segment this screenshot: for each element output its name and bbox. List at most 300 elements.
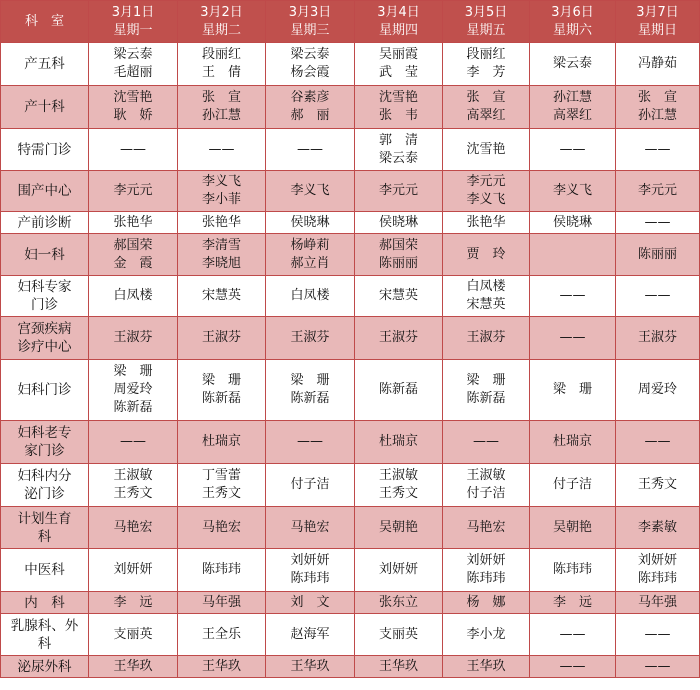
table-row [1, 549, 700, 592]
doctor-name: 孙江慧 [552, 90, 592, 105]
schedule-cell [443, 592, 530, 614]
doctor-name: 白凤楼 [466, 279, 506, 294]
schedule-cell [266, 317, 355, 360]
schedule-cell [616, 129, 700, 171]
schedule-cell [355, 129, 443, 171]
department-name: 中医科 [24, 562, 65, 578]
department-name: 宫颈疾病 [17, 321, 72, 337]
doctor-name: 侯晓琳 [378, 214, 418, 230]
doctor-name: 李元元 [113, 183, 153, 198]
doctor-name: 马艳宏 [290, 519, 330, 535]
table-row [1, 43, 700, 86]
doctor-name: 孙江慧 [201, 108, 241, 123]
doctor-name: 吴丽霞 [378, 47, 418, 62]
doctor-name: 郝国荣 [378, 237, 418, 253]
doctor-name: 白凤楼 [290, 288, 330, 303]
table-row [1, 317, 700, 360]
doctor-name: 张东立 [378, 594, 418, 610]
schedule-cell [266, 360, 355, 421]
doctor-name: 张艳华 [113, 214, 153, 230]
doctor-name: 王秀文 [637, 477, 677, 492]
schedule-cell [616, 592, 700, 614]
doctor-name: 陈玮玮 [466, 571, 506, 586]
doctor-name: —— [473, 434, 499, 449]
department-cell [1, 549, 89, 592]
header-date: 3月5日 [464, 4, 508, 20]
schedule-cell [530, 507, 616, 549]
department-name: 围产中心 [17, 183, 72, 199]
schedule-cell [443, 614, 530, 656]
schedule-cell [616, 317, 700, 360]
schedule-cell [178, 592, 266, 614]
doctor-name: —— [559, 288, 586, 303]
schedule-cell [355, 592, 443, 614]
header-date: 3月7日 [636, 4, 679, 20]
schedule-cell [178, 507, 266, 549]
header-row [1, 1, 700, 43]
schedule-cell [616, 656, 700, 678]
doctor-name: 王淑芬 [637, 330, 677, 345]
header-date: 3月3日 [288, 4, 332, 20]
header-date: 3月1日 [111, 4, 155, 20]
schedule-body [1, 43, 700, 678]
schedule-cell [530, 171, 616, 212]
doctor-name: 侯晓琳 [552, 214, 592, 230]
schedule-cell [355, 234, 443, 276]
schedule-cell [355, 360, 443, 421]
doctor-name: 陈玮玮 [552, 562, 592, 577]
schedule-cell [355, 464, 443, 507]
department-name: 妇一科 [24, 246, 65, 263]
schedule-cell [266, 464, 355, 507]
doctor-name: 杨峥莉 [290, 237, 330, 253]
doctor-name: 冯静茹 [637, 56, 677, 71]
doctor-name: 李小菲 [201, 192, 241, 207]
header-date: 3月6日 [551, 4, 594, 20]
doctor-name: 马艳宏 [113, 519, 153, 535]
schedule-cell [178, 276, 266, 317]
schedule-cell [89, 43, 178, 86]
doctor-name: 陈新磊 [201, 391, 241, 406]
doctor-name: 高翠红 [552, 108, 592, 123]
doctor-name: 付子洁 [552, 477, 592, 492]
department-name: 科 [37, 528, 52, 545]
table-row [1, 656, 700, 678]
department-name: 诊疗中心 [17, 339, 72, 355]
schedule-cell [355, 86, 443, 129]
doctor-name: 马年强 [637, 594, 677, 610]
doctor-name: 王秀文 [113, 486, 153, 501]
header-weekday: 星期六 [552, 22, 592, 38]
doctor-name: 王华玖 [201, 658, 241, 674]
schedule-cell [530, 276, 616, 317]
doctor-name: 马艳宏 [201, 519, 241, 535]
schedule-cell [616, 614, 700, 656]
department-name: 产五科 [24, 56, 65, 72]
doctor-name: 沈雪艳 [113, 90, 153, 105]
schedule-cell [616, 549, 700, 592]
table-row [1, 507, 700, 549]
doctor-name: 刘妍妍 [113, 562, 153, 577]
department-cell [1, 86, 89, 129]
doctor-name: 李元元 [637, 183, 677, 198]
schedule-cell [266, 592, 355, 614]
schedule-cell [266, 171, 355, 212]
doctor-name: 杜瑞京 [552, 434, 592, 449]
schedule-cell [530, 234, 616, 276]
doctor-name: 杨 娜 [466, 594, 506, 610]
schedule-cell [443, 171, 530, 212]
department-cell [1, 171, 89, 212]
doctor-name: 陈新磊 [113, 400, 153, 415]
schedule-cell [443, 464, 530, 507]
doctor-name: 王秀文 [378, 486, 418, 501]
header-day [266, 1, 355, 43]
header-weekday: 星期五 [466, 22, 506, 38]
doctor-name: 王华玖 [113, 658, 153, 674]
schedule-cell [355, 43, 443, 86]
header-date: 3月4日 [377, 4, 420, 20]
schedule-cell [178, 360, 266, 421]
header-date: 3月2日 [200, 4, 243, 20]
table-row [1, 212, 700, 234]
schedule-cell [616, 43, 700, 86]
doctor-name: 陈玮玮 [290, 571, 330, 586]
schedule-cell [443, 507, 530, 549]
table-row [1, 171, 700, 212]
doctor-name: 郭 清 [378, 132, 418, 148]
doctor-name: —— [120, 434, 146, 449]
doctor-name: 张 宣 [637, 90, 677, 105]
doctor-name: 王淑芬 [201, 330, 241, 345]
header-weekday: 星期日 [637, 22, 677, 38]
schedule-cell [266, 129, 355, 171]
schedule-cell [530, 317, 616, 360]
schedule-cell [178, 129, 266, 171]
table-row [1, 360, 700, 421]
doctor-name: 刘妍妍 [290, 553, 330, 568]
header-dept: 科 室 [1, 1, 89, 43]
schedule-cell [616, 234, 700, 276]
doctor-name: 刘妍妍 [378, 562, 418, 577]
schedule-cell [355, 212, 443, 234]
doctor-name: 李清雪 [201, 237, 241, 253]
department-cell [1, 656, 89, 678]
schedule-cell [89, 360, 178, 421]
schedule-cell [530, 592, 616, 614]
schedule-cell [89, 507, 178, 549]
department-name: 门诊 [31, 297, 58, 313]
schedule-cell [530, 360, 616, 421]
schedule-cell [178, 549, 266, 592]
schedule-cell [530, 129, 616, 171]
schedule-cell [355, 421, 443, 464]
department-name: 家门诊 [24, 443, 65, 459]
doctor-name: 支丽英 [378, 626, 418, 642]
doctor-name: 付子洁 [466, 486, 506, 501]
doctor-name: 白凤楼 [113, 288, 153, 303]
table-row [1, 464, 700, 507]
doctor-name: —— [644, 658, 671, 674]
department-name: 妇科门诊 [17, 382, 72, 398]
department-name: 科 [37, 635, 52, 652]
doctor-name: 马艳宏 [466, 519, 506, 535]
doctor-name: 李义飞 [290, 183, 330, 198]
schedule-cell [355, 549, 443, 592]
schedule-cell [89, 276, 178, 317]
doctor-name: 郝国荣 [113, 237, 153, 253]
schedule-cell [89, 549, 178, 592]
schedule-cell [266, 234, 355, 276]
header-day [443, 1, 530, 43]
schedule-cell [89, 464, 178, 507]
doctor-name: 梁云泰 [290, 47, 330, 62]
schedule-cell [443, 549, 530, 592]
doctor-name: 付子洁 [290, 477, 330, 492]
department-cell [1, 592, 89, 614]
table-row [1, 129, 700, 171]
department-cell [1, 276, 89, 317]
schedule-cell [530, 43, 616, 86]
schedule-cell [530, 86, 616, 129]
doctor-name: 李 远 [113, 594, 153, 610]
doctor-name: 王淑芬 [290, 330, 330, 345]
doctor-name: 金 霞 [113, 255, 153, 271]
doctor-name: 刘 文 [290, 594, 330, 610]
schedule-cell [530, 549, 616, 592]
doctor-name: 梁云泰 [378, 150, 418, 166]
schedule-cell [443, 212, 530, 234]
schedule-cell [266, 549, 355, 592]
schedule-cell [266, 276, 355, 317]
doctor-name: —— [644, 288, 671, 303]
doctor-name: 张艳华 [201, 214, 241, 230]
department-name: 泌门诊 [24, 486, 65, 502]
doctor-name: 李 远 [552, 594, 592, 610]
department-cell [1, 464, 89, 507]
schedule-cell [616, 360, 700, 421]
schedule-cell [178, 171, 266, 212]
schedule-cell [89, 614, 178, 656]
doctor-name: 耿 娇 [113, 108, 153, 123]
doctor-name: 王淑敏 [113, 468, 153, 483]
schedule-cell [443, 129, 530, 171]
schedule-cell [355, 317, 443, 360]
schedule-cell [266, 212, 355, 234]
department-name: 妇科专家 [17, 279, 72, 295]
doctor-name: 刘妍妍 [637, 553, 677, 568]
doctor-name: 周爱玲 [113, 382, 153, 397]
doctor-name: 高翠红 [466, 108, 506, 123]
department-name: 产十科 [24, 99, 65, 115]
department-cell [1, 234, 89, 276]
doctor-name: —— [644, 141, 671, 157]
doctor-name: 李晓旭 [201, 255, 241, 271]
schedule-cell [355, 656, 443, 678]
schedule-cell [266, 43, 355, 86]
schedule-cell [178, 86, 266, 129]
department-cell [1, 421, 89, 464]
doctor-name: 沈雪艳 [466, 141, 506, 157]
header-day [616, 1, 700, 43]
doctor-name: 段丽红 [201, 47, 241, 62]
department-name: 妇科内分 [17, 468, 72, 484]
schedule-cell [616, 464, 700, 507]
doctor-name: 梁 珊 [466, 373, 506, 388]
schedule-cell [178, 464, 266, 507]
doctor-name: 张 宣 [466, 90, 506, 105]
header-weekday: 星期四 [378, 22, 418, 38]
table-row [1, 592, 700, 614]
doctor-name: 王 倩 [201, 65, 241, 80]
doctor-name: —— [297, 141, 323, 157]
department-name: 泌尿外科 [17, 658, 72, 675]
schedule-cell [89, 421, 178, 464]
doctor-name: —— [559, 141, 586, 157]
schedule-cell [530, 421, 616, 464]
doctor-name: 陈丽丽 [378, 255, 418, 271]
schedule-cell [616, 171, 700, 212]
doctor-name: —— [644, 434, 671, 449]
department-name: 特需门诊 [17, 141, 72, 158]
doctor-name: 陈玮玮 [201, 562, 241, 577]
schedule-cell [530, 614, 616, 656]
doctor-name: 杜瑞京 [378, 434, 418, 449]
doctor-name: 杨会霞 [290, 65, 330, 80]
department-cell [1, 317, 89, 360]
doctor-name: 李元元 [466, 174, 506, 189]
doctor-name: 孙江慧 [637, 108, 677, 123]
schedule-cell [178, 614, 266, 656]
doctor-name: 王淑芬 [113, 330, 153, 345]
schedule-cell [89, 86, 178, 129]
table-row [1, 86, 700, 129]
doctor-name: —— [644, 214, 671, 230]
schedule-cell [89, 592, 178, 614]
schedule-cell [443, 421, 530, 464]
department-name: 计划生育 [17, 510, 72, 527]
header-day [178, 1, 266, 43]
doctor-name: 梁 珊 [113, 364, 153, 379]
schedule-cell [178, 317, 266, 360]
doctor-name: 李义飞 [466, 192, 506, 207]
doctor-name: 杜瑞京 [201, 434, 241, 449]
schedule-cell [443, 276, 530, 317]
doctor-name: 梁云泰 [113, 47, 153, 62]
schedule-cell [266, 86, 355, 129]
doctor-name: 王华玖 [466, 658, 506, 674]
doctor-name: 丁雪蕾 [201, 468, 241, 483]
department-name: 妇科老专 [17, 425, 72, 441]
header-day [530, 1, 616, 43]
schedule-cell [443, 43, 530, 86]
doctor-name: —— [559, 626, 586, 642]
doctor-name: 王淑敏 [466, 468, 506, 483]
schedule-cell [443, 360, 530, 421]
schedule-cell [178, 234, 266, 276]
doctor-name: —— [644, 626, 671, 642]
table-row [1, 421, 700, 464]
header-weekday: 星期一 [113, 22, 153, 38]
schedule-cell [89, 129, 178, 171]
department-cell [1, 507, 89, 549]
schedule-cell [89, 212, 178, 234]
doctor-name: 陈玮玮 [637, 571, 677, 586]
schedule-cell [178, 656, 266, 678]
schedule-cell [616, 212, 700, 234]
doctor-name: 周爱玲 [637, 382, 677, 397]
department-name: 产前诊断 [17, 214, 72, 231]
schedule-cell [530, 656, 616, 678]
doctor-name: 王秀文 [201, 486, 241, 501]
doctor-name: —— [120, 141, 146, 157]
doctor-name: 陈新磊 [378, 382, 418, 397]
doctor-name: 王淑芬 [466, 330, 506, 345]
schedule-cell [616, 276, 700, 317]
doctor-name: 刘妍妍 [466, 553, 506, 568]
doctor-name: 侯晓琳 [290, 214, 330, 230]
schedule-cell [266, 656, 355, 678]
doctor-name: 郝 丽 [290, 108, 330, 123]
doctor-name: 宋慧英 [201, 288, 241, 303]
doctor-name: 李小龙 [466, 626, 506, 642]
doctor-name: 赵海军 [290, 626, 330, 642]
department-cell [1, 360, 89, 421]
doctor-name: 李义飞 [552, 183, 592, 198]
schedule-cell [89, 656, 178, 678]
schedule-cell [443, 656, 530, 678]
doctor-name: 吴朝艳 [552, 519, 592, 535]
schedule-cell [178, 421, 266, 464]
schedule-cell [178, 212, 266, 234]
department-cell [1, 43, 89, 86]
doctor-name: 贾 玲 [466, 246, 506, 262]
schedule-cell [355, 614, 443, 656]
schedule-cell [616, 421, 700, 464]
doctor-name: —— [559, 330, 586, 345]
doctor-name: 李义飞 [201, 174, 241, 189]
doctor-name: 梁 珊 [290, 373, 330, 388]
schedule-cell [266, 421, 355, 464]
table-row [1, 276, 700, 317]
doctor-name: 张艳华 [466, 214, 506, 230]
table-row [1, 614, 700, 656]
doctor-name: 宋慧英 [466, 297, 506, 312]
table-row [1, 234, 700, 276]
doctor-name: 李元元 [378, 183, 418, 198]
schedule-cell [266, 507, 355, 549]
schedule-cell [443, 234, 530, 276]
doctor-name: —— [559, 658, 586, 674]
doctor-name: 宋慧英 [378, 288, 418, 303]
schedule-cell [616, 507, 700, 549]
schedule-cell [89, 171, 178, 212]
schedule-cell [178, 43, 266, 86]
doctor-name: 张 韦 [378, 108, 418, 123]
doctor-name: 张 宣 [201, 90, 241, 105]
schedule-cell [355, 507, 443, 549]
schedule-cell [355, 276, 443, 317]
doctor-name: 梁 珊 [201, 373, 241, 388]
doctor-name: 谷素彦 [290, 90, 330, 105]
doctor-name: 郝立肖 [290, 255, 330, 271]
doctor-name: 段丽红 [466, 47, 506, 62]
doctor-name: 王华玖 [290, 658, 330, 674]
doctor-name: 陈丽丽 [637, 246, 677, 262]
doctor-name: 梁云泰 [552, 56, 592, 71]
schedule-cell [89, 317, 178, 360]
doctor-name: 沈雪艳 [378, 90, 418, 105]
